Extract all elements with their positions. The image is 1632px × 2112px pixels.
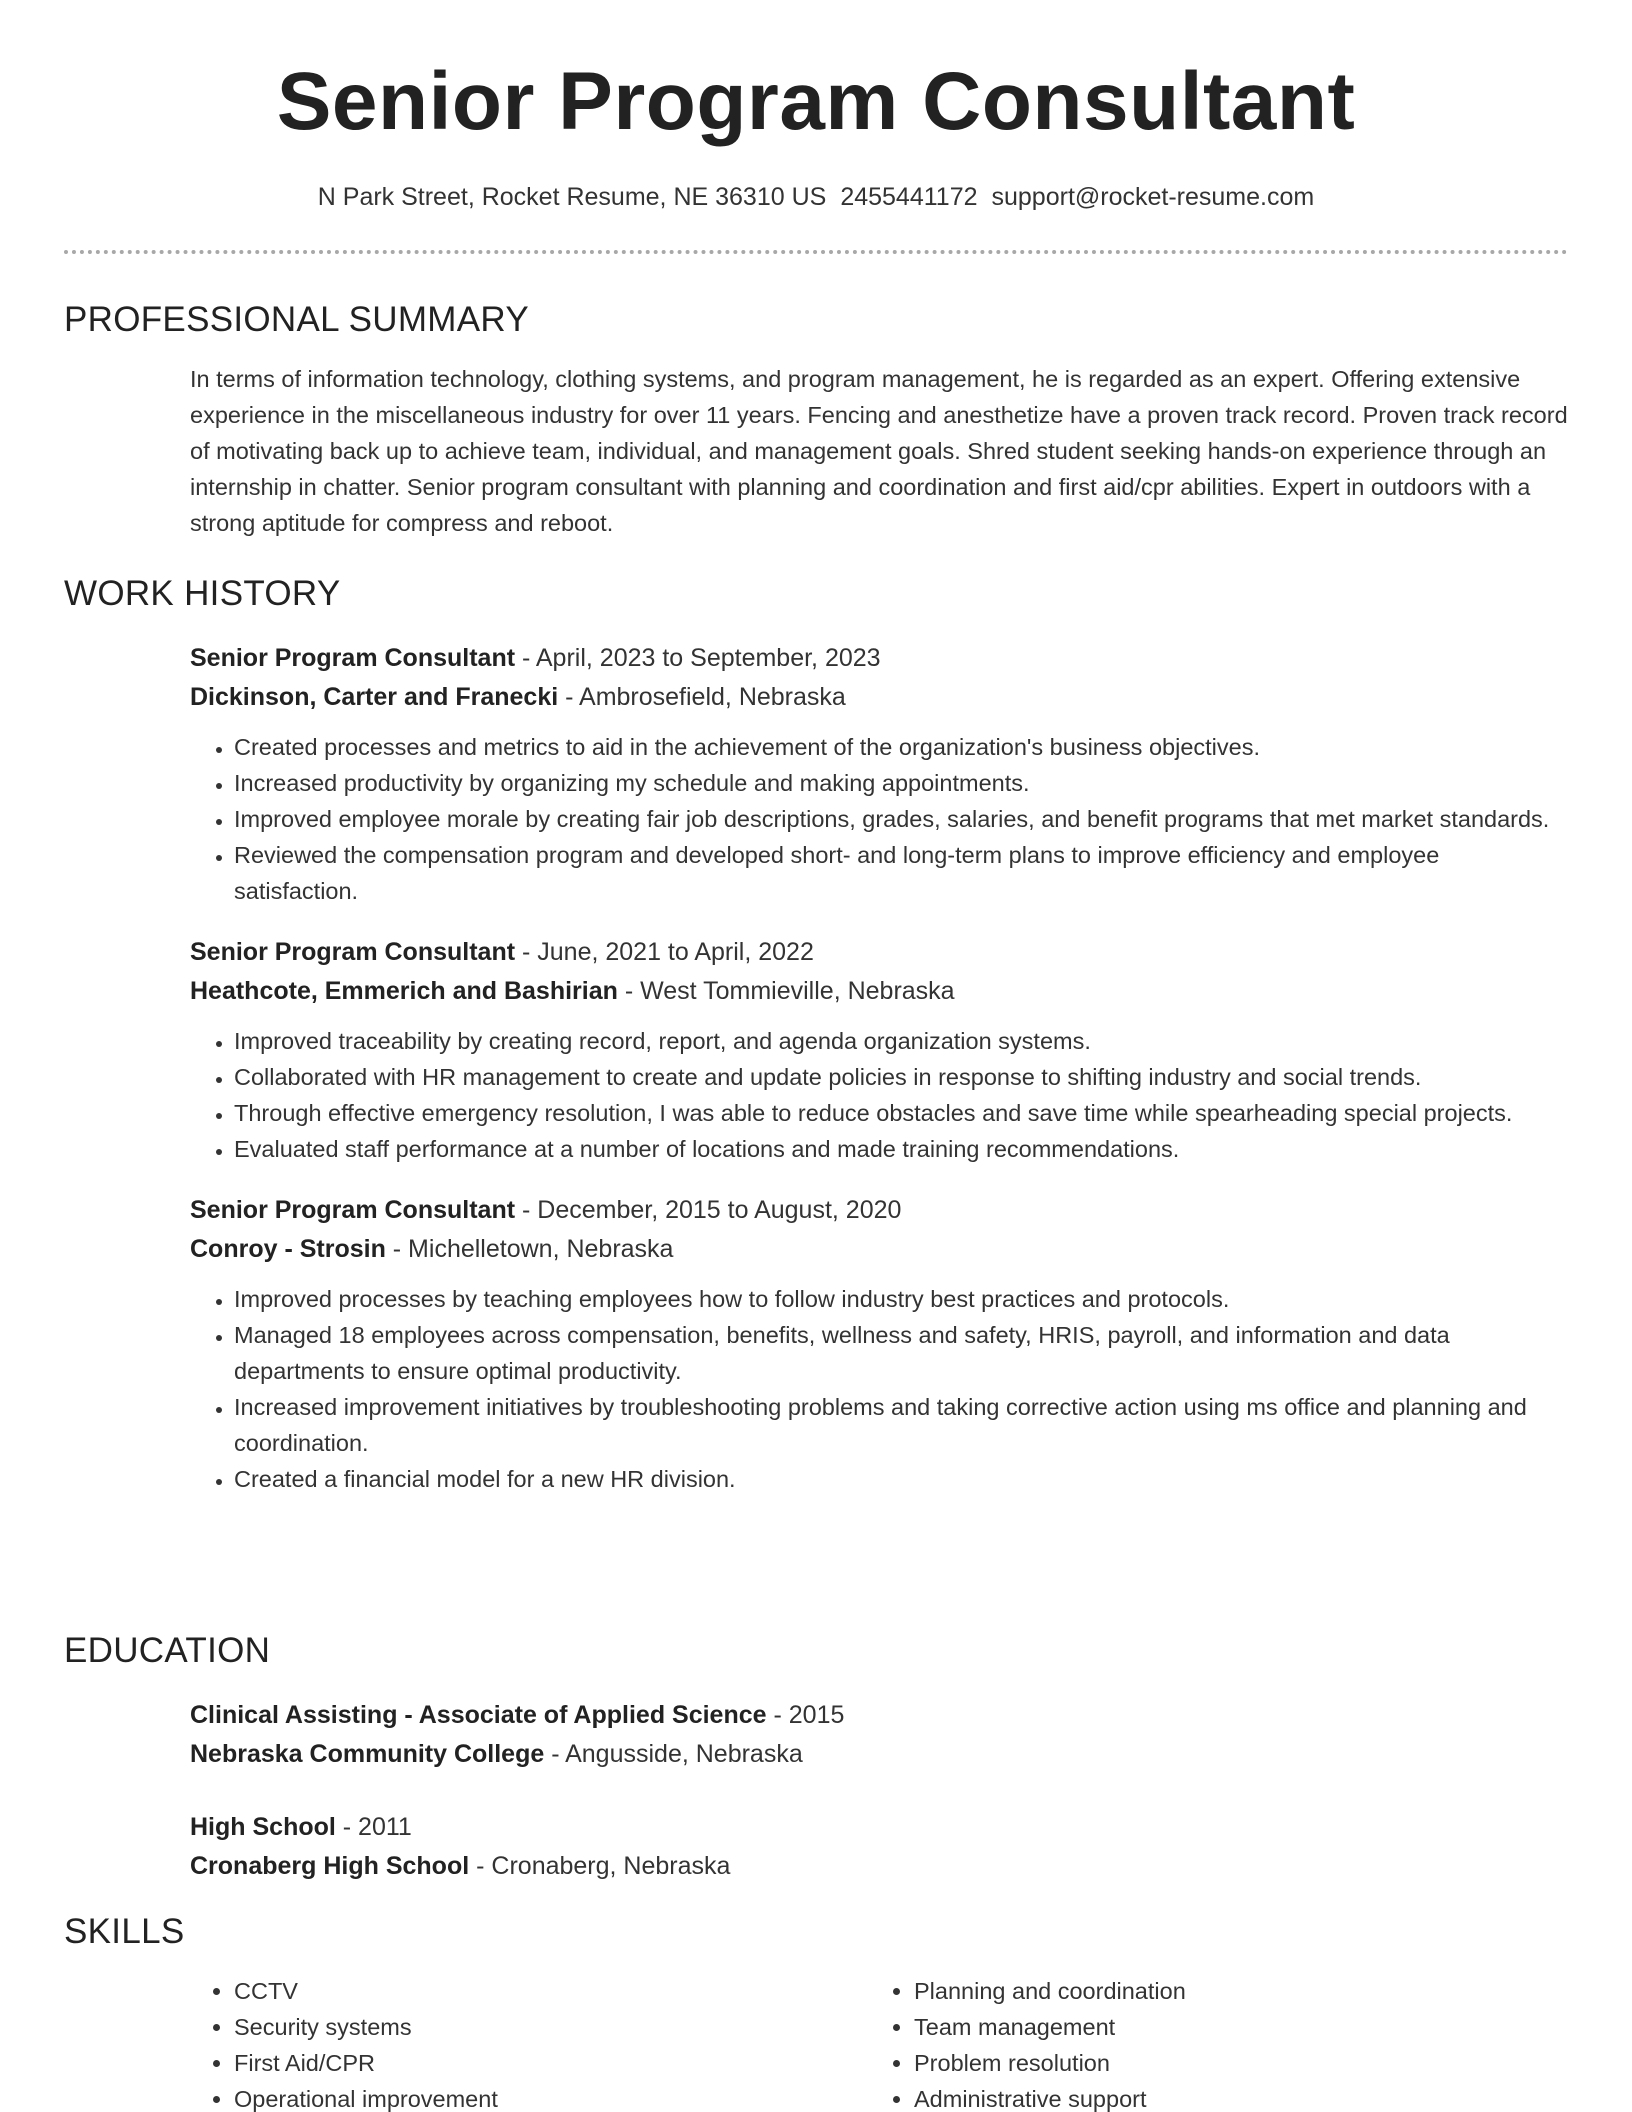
skill-item: • CCTV [234, 1973, 870, 2009]
job-entry [190, 639, 1568, 909]
job-title-line [190, 639, 1568, 678]
skills-grid [190, 1973, 1568, 2112]
skill-item: • First Aid/CPR [234, 2045, 870, 2081]
job-bullet: • Created a financial model for a new HR division. [234, 1461, 1568, 1497]
job-bullets [190, 729, 1568, 909]
education-location: - Angusside, Nebraska [544, 1740, 803, 1768]
education-school-line [190, 1735, 1568, 1774]
job-company-line [190, 678, 1568, 717]
candidate-name: Senior Program Consultant [276, 56, 1356, 147]
job-bullet: • Through effective emergency resolution, I was able to reduce obstacles and save time while spearheading special projects. [234, 1095, 1568, 1131]
skills-section [64, 1911, 1568, 2112]
education-degree-line [190, 1808, 1568, 1847]
skill-item: • Problem resolution [914, 2045, 1550, 2081]
education-year: - 2015 [766, 1701, 845, 1729]
summary-text: In terms of information technology, clothing systems, and program management, he is regarded as an expert. Offering extensive experience in the miscellaneous industry for over 11 years. Fencing and anesthetize have a proven track record. Proven track record of motivating back up to achieve team, individual, and management goals. Shred student seeking hands-on experience through an internship in chatter. Senior program consultant with planning and coordination and first aid/cpr abilities. Expert in outdoors with a strong aptitude for compress and reboot. [190, 366, 1568, 536]
skill-item: • Operational improvement [234, 2081, 870, 2112]
education-location: - Cronaberg, Nebraska [469, 1852, 731, 1880]
job-bullet: • Collaborated with HR management to create and update policies in response to shifting industry and social trends. [234, 1059, 1568, 1095]
job-dates: - April, 2023 to September, 2023 [515, 644, 881, 672]
summary-section [64, 299, 1568, 541]
job-bullet: • Increased improvement initiatives by troubleshooting problems and taking corrective action using ms office and planning and coordination. [234, 1389, 1568, 1461]
skills-body [190, 1973, 1568, 2112]
job-location: - West Tommieville, Nebraska [617, 977, 955, 1005]
contact-email: support@rocket-resume.com [991, 183, 1315, 211]
job-title-line [190, 933, 1568, 972]
skills-heading: SKILLS [64, 1912, 185, 1951]
education-heading: EDUCATION [64, 1631, 271, 1670]
education-school: Cronaberg High School [190, 1852, 470, 1880]
education-entry [190, 1696, 1568, 1774]
job-dates: - June, 2021 to April, 2022 [515, 938, 814, 966]
job-role: Senior Program Consultant [190, 644, 516, 672]
contact-phone: 2455441172 [840, 183, 978, 211]
job-bullet: • Created processes and metrics to aid in the achievement of the organization's business objectives. [234, 729, 1568, 765]
work-history-heading: WORK HISTORY [64, 574, 341, 613]
education-degree-line [190, 1696, 1568, 1735]
job-entry [190, 933, 1568, 1167]
job-role: Senior Program Consultant [190, 938, 516, 966]
education-section [64, 1630, 1568, 1886]
education-body [190, 1696, 1568, 1886]
education-degree: High School [190, 1813, 336, 1841]
job-company: Conroy - Strosin [190, 1235, 386, 1263]
education-school-line [190, 1847, 1568, 1886]
summary-body [190, 361, 1568, 541]
job-title-line [190, 1191, 1568, 1230]
job-bullets [190, 1023, 1568, 1167]
skill-item: • Security systems [234, 2009, 870, 2045]
job-location: - Michelletown, Nebraska [385, 1235, 674, 1263]
job-company: Dickinson, Carter and Franecki [190, 683, 559, 711]
job-bullet: • Evaluated staff performance at a number of locations and made training recommendations. [234, 1131, 1568, 1167]
job-bullet: • Improved employee morale by creating fair job descriptions, grades, salaries, and benefit programs that met market standards. [234, 801, 1568, 837]
education-entry [190, 1808, 1568, 1886]
header-divider [64, 250, 1568, 254]
skill-item: • Administrative support [914, 2081, 1550, 2112]
contact-address: N Park Street, Rocket Resume, NE 36310 US [317, 183, 827, 211]
skills-column-left [190, 1973, 870, 2112]
work-history-section [64, 573, 1568, 1497]
job-dates: - December, 2015 to August, 2020 [515, 1196, 902, 1224]
summary-heading: PROFESSIONAL SUMMARY [64, 300, 529, 339]
skills-column-right [870, 1973, 1550, 2112]
job-bullets [190, 1281, 1568, 1497]
job-company-line [190, 1230, 1568, 1269]
resume-header [64, 52, 1568, 212]
job-bullet: • Increased productivity by organizing my schedule and making appointments. [234, 765, 1568, 801]
job-company: Heathcote, Emmerich and Bashirian [190, 977, 618, 1005]
job-location: - Ambrosefield, Nebraska [558, 683, 846, 711]
job-bullet: • Managed 18 employees across compensation, benefits, wellness and safety, HRIS, payroll, and information and data departments to ensure optimal productivity. [234, 1317, 1568, 1389]
education-school: Nebraska Community College [190, 1740, 545, 1768]
skill-item: • Planning and coordination [914, 1973, 1550, 2009]
work-history-body [190, 639, 1568, 1497]
job-company-line [190, 972, 1568, 1011]
education-year: - 2011 [335, 1813, 412, 1841]
education-degree: Clinical Assisting - Associate of Applied Science [190, 1701, 767, 1729]
job-role: Senior Program Consultant [190, 1196, 516, 1224]
job-bullet: • Reviewed the compensation program and developed short- and long-term plans to improve efficiency and employee satisfaction. [234, 837, 1568, 909]
job-bullet: • Improved traceability by creating record, report, and agenda organization systems. [234, 1023, 1568, 1059]
job-bullet: • Improved processes by teaching employees how to follow industry best practices and protocols. [234, 1281, 1568, 1317]
job-entry [190, 1191, 1568, 1497]
contact-line [64, 182, 1568, 212]
skill-item: • Team management [914, 2009, 1550, 2045]
